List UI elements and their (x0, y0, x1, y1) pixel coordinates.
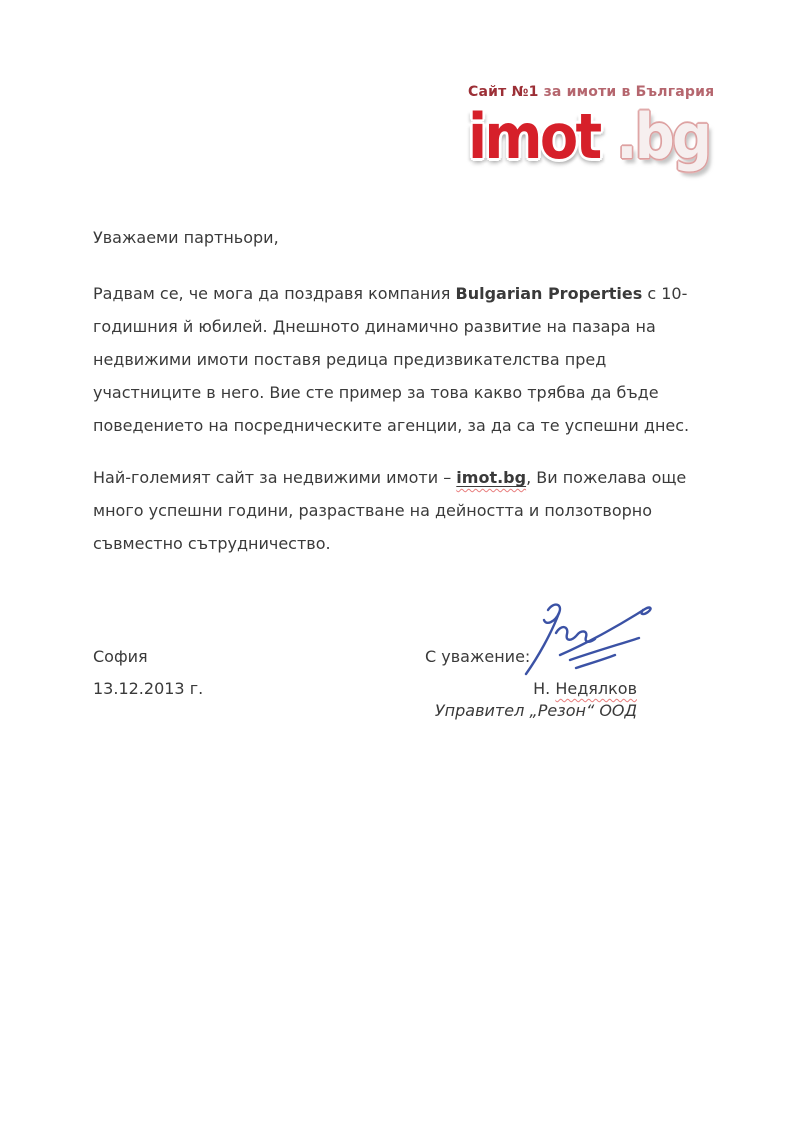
imot-bg-logo (468, 100, 738, 173)
p1-l1-text-c: с 10- (642, 284, 688, 303)
signer-initial: Н. (533, 679, 556, 698)
signer-name (533, 677, 637, 701)
imot-bg-link (456, 468, 526, 487)
logo-bg-text: .bg (599, 100, 710, 173)
paragraph-2-line-1 (93, 461, 723, 494)
company-name-bold: Bulgarian Properties (455, 284, 643, 303)
signer-role: Управител „Резон“ ООД (434, 701, 637, 720)
paragraph-1-line-2: годишния й юбилей. Днешното динамично развитие на пазара на (93, 317, 656, 336)
logo-imot-text: imot (468, 100, 600, 173)
paragraph-2-line-3: съвместно сътрудничество. (93, 534, 331, 553)
paragraph-1-line-5: поведението на посредническите агенции, за да са те успешни днес. (93, 416, 690, 435)
tagline-bold: Сайт №1 (468, 84, 539, 100)
p1-l1-text-a: Радвам се, че мога да поздравя компания (93, 284, 456, 303)
greeting-line (93, 221, 723, 254)
paragraph-1-line-1 (93, 277, 723, 310)
tagline-rest: за имоти в България (538, 84, 715, 100)
p2-l1-text-c: , Ви пожелава още (526, 468, 687, 487)
signature-scribble (518, 596, 668, 678)
signer-lastname: Недялков (555, 679, 637, 698)
paragraph-2-line-2: много успешни години, разрастване на дейността и ползотворно (93, 501, 653, 520)
greeting-text: Уважаеми партньори, (93, 228, 279, 247)
paragraph-1-line-4: участниците в него. Вие сте пример за това какво трябва да бъде (93, 383, 659, 402)
p2-l1-text-a: Най-големият сайт за недвижими имоти – (93, 468, 457, 487)
imot-bg-link-text: imot.bg (456, 468, 527, 487)
paragraph-1-line-3: недвижими имоти поставя редица предизвикателства пред (93, 350, 607, 369)
logo-tagline (468, 84, 768, 100)
paragraph-1 (93, 277, 723, 442)
closing-label: С уважение: (425, 647, 531, 666)
date-label: 13.12.2013 г. (93, 679, 204, 698)
logo-block (468, 84, 768, 173)
city-label: София (93, 647, 148, 666)
paragraph-2 (93, 461, 723, 560)
letter-body (93, 221, 723, 560)
